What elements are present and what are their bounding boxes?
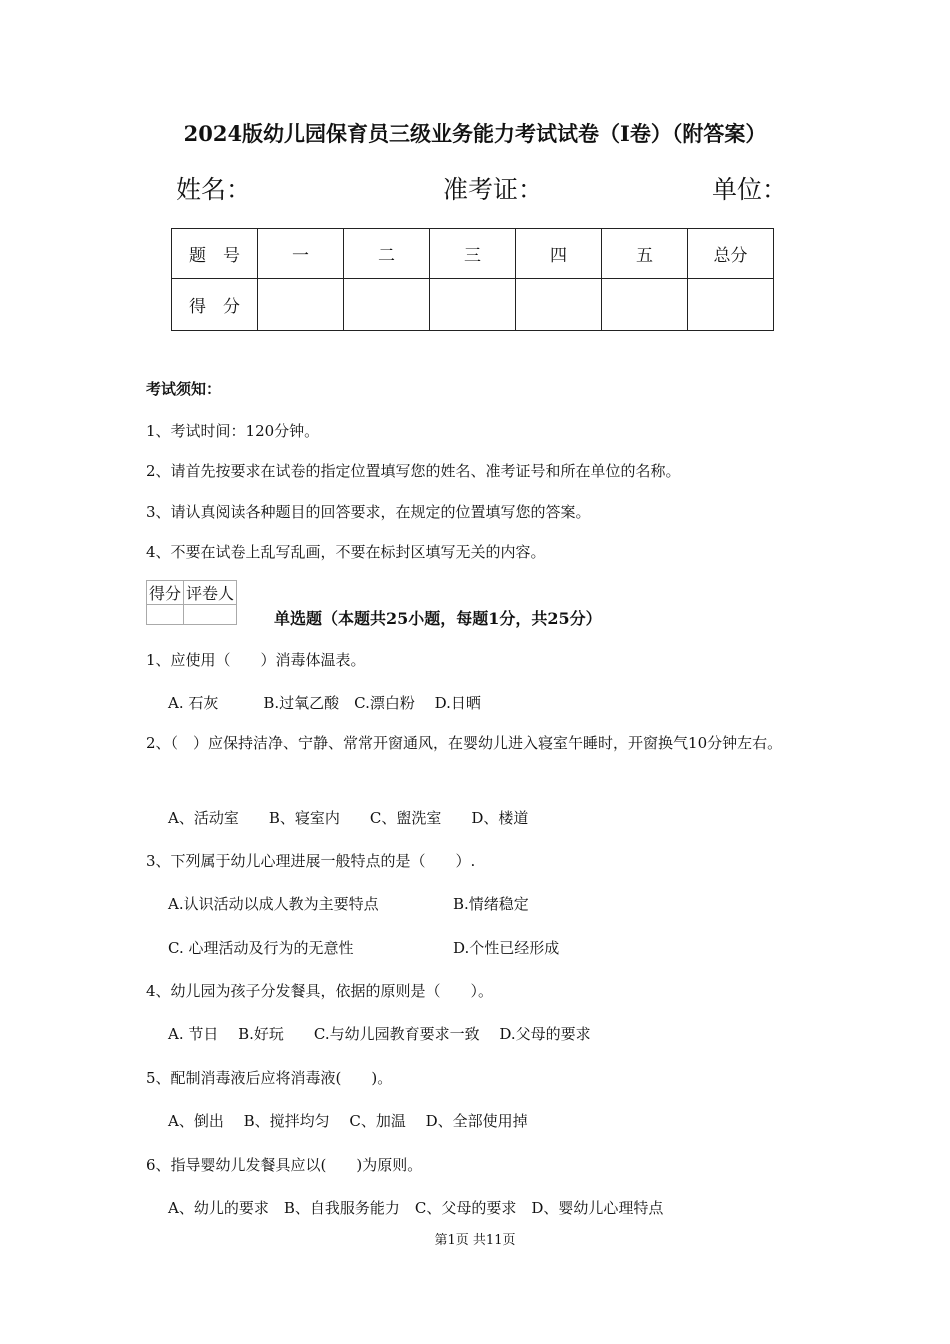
question-text: 1、应使用（ ）消毒体温表。 xyxy=(146,651,366,669)
notice-heading: 考试须知： xyxy=(146,380,222,398)
question-text: 2、（ ）应保持洁净、宁静、常常开窗通风，在婴幼儿进入寝室午睡时，开窗换气10分钟左右。 xyxy=(146,734,783,752)
score-header-cell: 三 xyxy=(430,229,516,279)
score-header-cell: 四 xyxy=(516,229,602,279)
grader-name-label: 评卷人 xyxy=(184,581,237,605)
notice-item: 1、考试时间：120分钟。 xyxy=(146,422,320,440)
score-cell xyxy=(430,279,516,331)
page-title: 2024版幼儿园保育员三级业务能力考试试卷（I卷）（附答案） xyxy=(183,121,767,146)
question-options: A. 节日 B.好玩 C.与幼儿园教育要求一致 D.父母的要求 xyxy=(168,1025,591,1043)
score-cell xyxy=(344,279,430,331)
question-options: A、活动室 B、寝室内 C、盥洗室 D、楼道 xyxy=(168,809,529,827)
question-options: A、倒出 B、搅拌均匀 C、加温 D、全部使用掉 xyxy=(168,1112,528,1130)
question-text: 4、幼儿园为孩子分发餐具，依据的原则是（ ）。 xyxy=(146,982,494,1000)
question-text: 6、指导婴幼儿发餐具应以( )为原则。 xyxy=(146,1156,423,1174)
grader-score-label: 得分 xyxy=(147,581,184,605)
score-table-header-row xyxy=(172,229,774,279)
score-header-cell: 二 xyxy=(344,229,430,279)
score-cell xyxy=(688,279,774,331)
exam-id-label: 准考证： xyxy=(443,175,544,204)
score-cell xyxy=(602,279,688,331)
page-footer: 第1页 共11页 xyxy=(434,1233,516,1248)
grader-score-cell xyxy=(147,605,184,625)
grader-box xyxy=(146,580,237,625)
score-table xyxy=(171,228,774,331)
name-label: 姓名： xyxy=(176,175,252,204)
notice-item: 2、请首先按要求在试卷的指定位置填写您的姓名、准考证号和所在单位的名称。 xyxy=(146,462,681,480)
question-option: A.认识活动以成人教为主要特点 xyxy=(168,895,379,913)
unit-label: 单位： xyxy=(712,175,788,204)
score-header-cell: 一 xyxy=(258,229,344,279)
question-options: A. 石灰 B.过氧乙酸 C.漂白粉 D.日晒 xyxy=(168,694,481,712)
score-header-cell: 五 xyxy=(602,229,688,279)
score-header-cell: 题 号 xyxy=(172,229,258,279)
notice-item: 4、不要在试卷上乱写乱画，不要在标封区填写无关的内容。 xyxy=(146,543,546,561)
question-text: 3、下列属于幼儿心理进展一般特点的是（ ）. xyxy=(146,852,476,870)
score-table-score-row xyxy=(172,279,774,331)
score-header-cell: 总分 xyxy=(688,229,774,279)
notice-item: 3、请认真阅读各种题目的回答要求，在规定的位置填写您的答案。 xyxy=(146,503,591,521)
score-row-label: 得 分 xyxy=(172,279,258,331)
section-title: 单选题（本题共25小题，每题1分，共25分） xyxy=(274,609,602,628)
grader-name-cell xyxy=(184,605,237,625)
score-cell xyxy=(516,279,602,331)
question-option: B.情绪稳定 xyxy=(453,895,529,913)
question-option: C. 心理活动及行为的无意性 xyxy=(168,939,354,957)
score-cell xyxy=(258,279,344,331)
question-text: 5、配制消毒液后应将消毒液( )。 xyxy=(146,1069,393,1087)
question-options: A、幼儿的要求 B、自我服务能力 C、父母的要求 D、婴幼儿心理特点 xyxy=(168,1199,664,1217)
question-option: D.个性已经形成 xyxy=(453,939,560,957)
